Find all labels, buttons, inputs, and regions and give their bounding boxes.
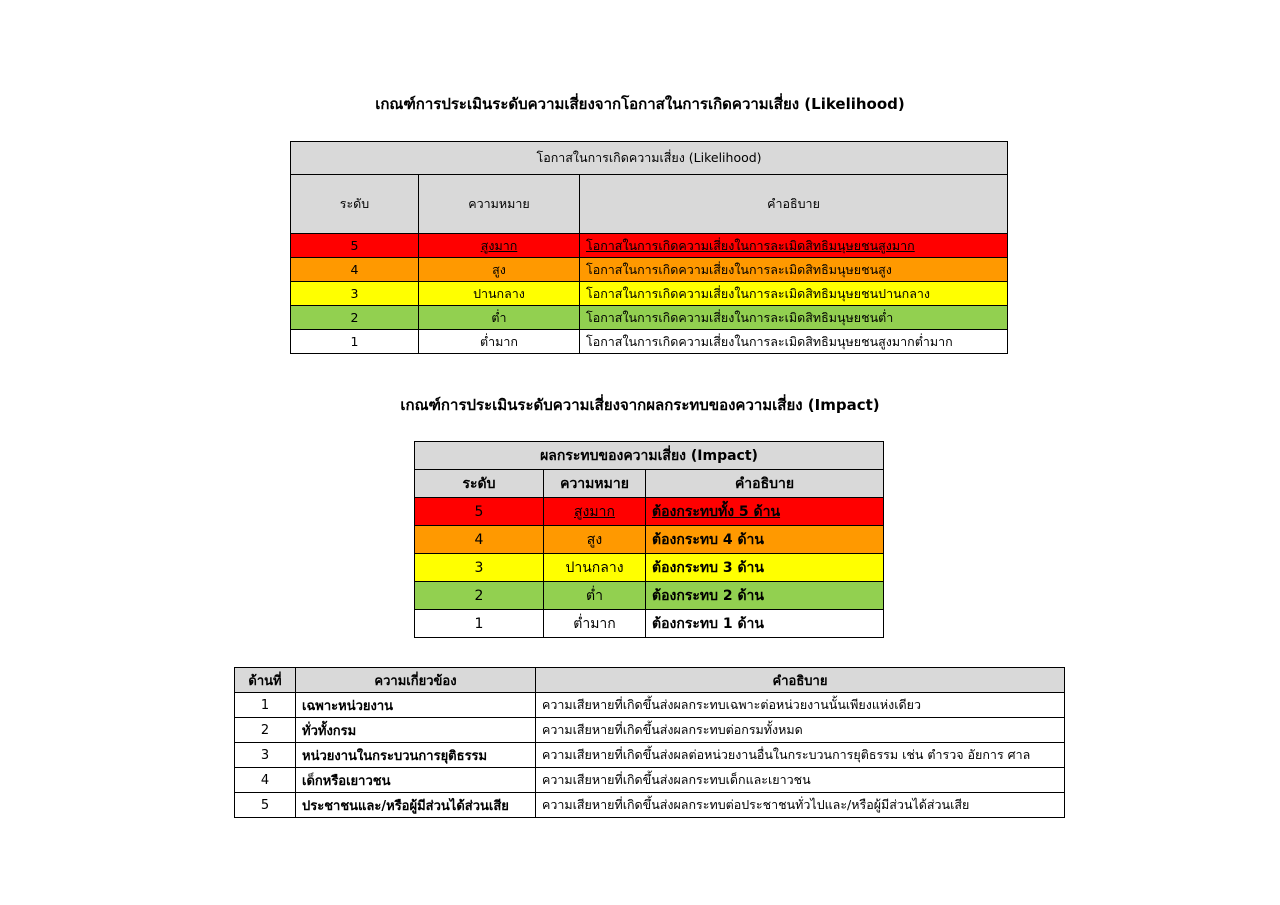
likelihood-description: โอกาสในการเกิดความเสี่ยงในการละเมิดสิทธิมนุษยชนสูงมากต่ำมาก (580, 330, 1008, 354)
likelihood-row-3 (291, 282, 1008, 306)
likelihood-header-level: ระดับ (291, 175, 419, 234)
aspect-no: 5 (235, 793, 296, 818)
impact-meaning: ปานกลาง (544, 554, 646, 582)
impact-description: ต้องกระทบ 3 ด้าน (646, 554, 884, 582)
likelihood-meaning: ปานกลาง (419, 282, 580, 306)
impact-meaning: ต่ำ (544, 582, 646, 610)
aspect-description: ความเสียหายที่เกิดขึ้นส่งผลต่อหน่วยงานอื่นในกระบวนการยุติธรรม เช่น ตำรวจ อัยการ ศาล (536, 743, 1065, 768)
impact-level: 1 (415, 610, 544, 638)
impact-caption: ผลกระทบของความเสี่ยง (Impact) (415, 442, 884, 470)
aspects-header-no: ด้านที่ (235, 668, 296, 693)
impact-description: ต้องกระทบทั้ง 5 ด้าน (646, 498, 884, 526)
aspect-relevance: ทั่วทั้งกรม (296, 718, 536, 743)
likelihood-row-2 (291, 306, 1008, 330)
likelihood-row-5 (291, 234, 1008, 258)
impact-row-2 (415, 582, 884, 610)
impact-level: 5 (415, 498, 544, 526)
aspect-relevance: ประชาชนและ/หรือผู้มีส่วนได้ส่วนเสีย (296, 793, 536, 818)
likelihood-meaning: สูงมาก (419, 234, 580, 258)
impact-header-description: คำอธิบาย (646, 470, 884, 498)
impact-header-meaning: ความหมาย (544, 470, 646, 498)
likelihood-level: 5 (291, 234, 419, 258)
aspect-description: ความเสียหายที่เกิดขึ้นส่งผลกระทบเฉพาะต่อหน่วยงานนั้นเพียงแห่งเดียว (536, 693, 1065, 718)
impact-heading: เกณฑ์การประเมินระดับความเสี่ยงจากผลกระทบของความเสี่ยง (Impact) (400, 396, 880, 414)
likelihood-level: 2 (291, 306, 419, 330)
aspects-row (235, 718, 1065, 743)
likelihood-description: โอกาสในการเกิดความเสี่ยงในการละเมิดสิทธิมนุษยชนต่ำ (580, 306, 1008, 330)
aspect-relevance: หน่วยงานในกระบวนการยุติธรรม (296, 743, 536, 768)
aspects-row (235, 768, 1065, 793)
impact-description: ต้องกระทบ 1 ด้าน (646, 610, 884, 638)
impact-row-5 (415, 498, 884, 526)
impact-description: ต้องกระทบ 2 ด้าน (646, 582, 884, 610)
likelihood-meaning: สูง (419, 258, 580, 282)
likelihood-level: 4 (291, 258, 419, 282)
aspect-no: 3 (235, 743, 296, 768)
aspect-description: ความเสียหายที่เกิดขึ้นส่งผลกระทบต่อกรมทั้งหมด (536, 718, 1065, 743)
impact-header-level: ระดับ (415, 470, 544, 498)
aspect-no: 1 (235, 693, 296, 718)
aspects-row (235, 743, 1065, 768)
likelihood-header-description: คำอธิบาย (580, 175, 1008, 234)
impact-meaning: ต่ำมาก (544, 610, 646, 638)
aspect-relevance: เด็กหรือเยาวชน (296, 768, 536, 793)
likelihood-header-meaning: ความหมาย (419, 175, 580, 234)
likelihood-description: โอกาสในการเกิดความเสี่ยงในการละเมิดสิทธิมนุษยชนปานกลาง (580, 282, 1008, 306)
impact-row-1 (415, 610, 884, 638)
aspects-header-relevance: ความเกี่ยวข้อง (296, 668, 536, 693)
impact-level: 3 (415, 554, 544, 582)
aspects-table (234, 667, 1065, 818)
impact-description: ต้องกระทบ 4 ด้าน (646, 526, 884, 554)
likelihood-meaning: ต่ำมาก (419, 330, 580, 354)
likelihood-meaning: ต่ำ (419, 306, 580, 330)
aspects-header-description: คำอธิบาย (536, 668, 1065, 693)
likelihood-row-1 (291, 330, 1008, 354)
aspects-row (235, 793, 1065, 818)
likelihood-description: โอกาสในการเกิดความเสี่ยงในการละเมิดสิทธิมนุษยชนสูงมาก (580, 234, 1008, 258)
impact-row-4 (415, 526, 884, 554)
aspects-row (235, 693, 1065, 718)
impact-meaning: สูงมาก (544, 498, 646, 526)
impact-row-3 (415, 554, 884, 582)
likelihood-caption: โอกาสในการเกิดความเสี่ยง (Likelihood) (291, 142, 1008, 175)
impact-level: 2 (415, 582, 544, 610)
aspect-description: ความเสียหายที่เกิดขึ้นส่งผลกระทบต่อประชาชนทั่วไปและ/หรือผู้มีส่วนได้ส่วนเสีย (536, 793, 1065, 818)
aspect-description: ความเสียหายที่เกิดขึ้นส่งผลกระทบเด็กและเยาวชน (536, 768, 1065, 793)
impact-table (414, 441, 884, 638)
likelihood-level: 3 (291, 282, 419, 306)
aspect-relevance: เฉพาะหน่วยงาน (296, 693, 536, 718)
aspect-no: 2 (235, 718, 296, 743)
likelihood-row-4 (291, 258, 1008, 282)
impact-level: 4 (415, 526, 544, 554)
likelihood-table (290, 141, 1008, 354)
impact-meaning: สูง (544, 526, 646, 554)
likelihood-description: โอกาสในการเกิดความเสี่ยงในการละเมิดสิทธิมนุษยชนสูง (580, 258, 1008, 282)
aspect-no: 4 (235, 768, 296, 793)
likelihood-level: 1 (291, 330, 419, 354)
likelihood-heading: เกณฑ์การประเมินระดับความเสี่ยงจากโอกาสในการเกิดความเสี่ยง (Likelihood) (375, 95, 905, 113)
